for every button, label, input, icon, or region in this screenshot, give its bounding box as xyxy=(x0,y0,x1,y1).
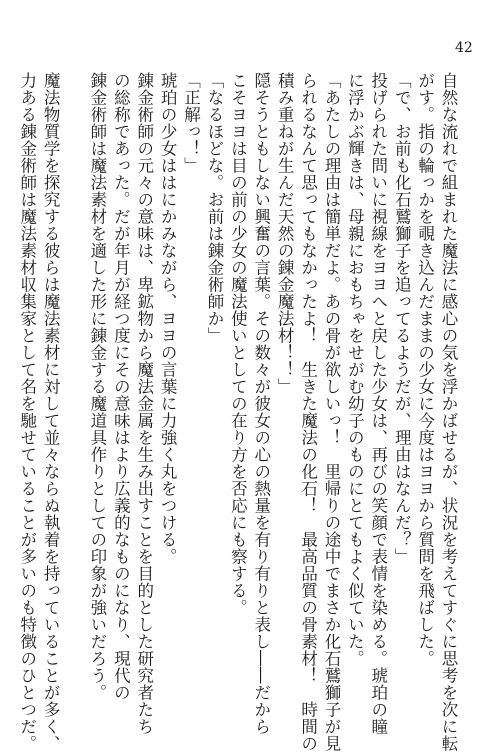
body-text xyxy=(15,72,460,752)
text-line: 積み重ねが生んだ天然の錬金魔法材！！」 xyxy=(275,72,295,395)
text-line: の総称であった。だが年月が経つ度にその意味はより広義的なものになり、現代の xyxy=(111,72,131,701)
text-line: 「なるほどな。お前は錬金術師か」 xyxy=(204,72,224,344)
text-line: られるなんて思ってもなかったよ！ 生きた魔法の化石！ 最高品質の骨素材！ 時間の xyxy=(298,72,318,752)
text-line: がす。指の輪っかを覗き込んだままの少女に今度はヨヨから質問を飛ばした。 xyxy=(415,72,435,667)
page-number: 42 xyxy=(455,40,473,56)
text-line: 錬金術師は魔法素材を適した形に錬金する魔道具作りとしての印象が強いだろう。 xyxy=(87,72,107,701)
text-line: こそヨヨは目の前の少女の魔法使いとしての在り方を否応にも察する。 xyxy=(228,72,248,616)
text-line: 「で、お前も化石鷲獅子を追ってるようだが、理由はなんだ？」 xyxy=(392,72,412,565)
text-line: 自然な流れで組まれた魔法に感心の気を浮かばせるが、状況を考えてすぐに思考を次に転 xyxy=(439,72,458,752)
text-line: 「あたしの理由は簡単だよ。あの骨が欲しいっ！ 里帰りの途中でまさか化石鷲獅子が見 xyxy=(321,72,341,752)
section-break xyxy=(62,72,85,672)
text-line: 魔法物質学を探究する彼らは魔法素材に対して並々ならぬ執着を持っていることが多く、 xyxy=(41,72,61,752)
text-line: 投げられた問いに視線をヨヨへと戻した少女は、再びの笑顔で表情を染める。琥珀の瞳 xyxy=(368,72,388,735)
text-line: に浮かぶ輝きは、母親におもちゃをせがむ幼子のものにとてもよく似ていた。 xyxy=(345,72,365,667)
text-line: 琥珀の少女ははにかみながら、ヨヨの言葉に力強く丸をつける。 xyxy=(158,72,178,565)
text-line: 「正解っ！」 xyxy=(181,72,201,174)
text-line: 力ある錬金術師は魔法素材収集家として名を馳せていることが多いのも特徴のひとつだ。 xyxy=(17,72,37,752)
text-line: 錬金術師の元々の意味は、卑鉱物から魔法金属を生み出すことを目的とした研究者たち xyxy=(134,72,154,735)
text-line: 隠そうともしない興奮の言葉。その数々が彼女の心の熱量を有り有りと表し――だから xyxy=(251,72,271,735)
